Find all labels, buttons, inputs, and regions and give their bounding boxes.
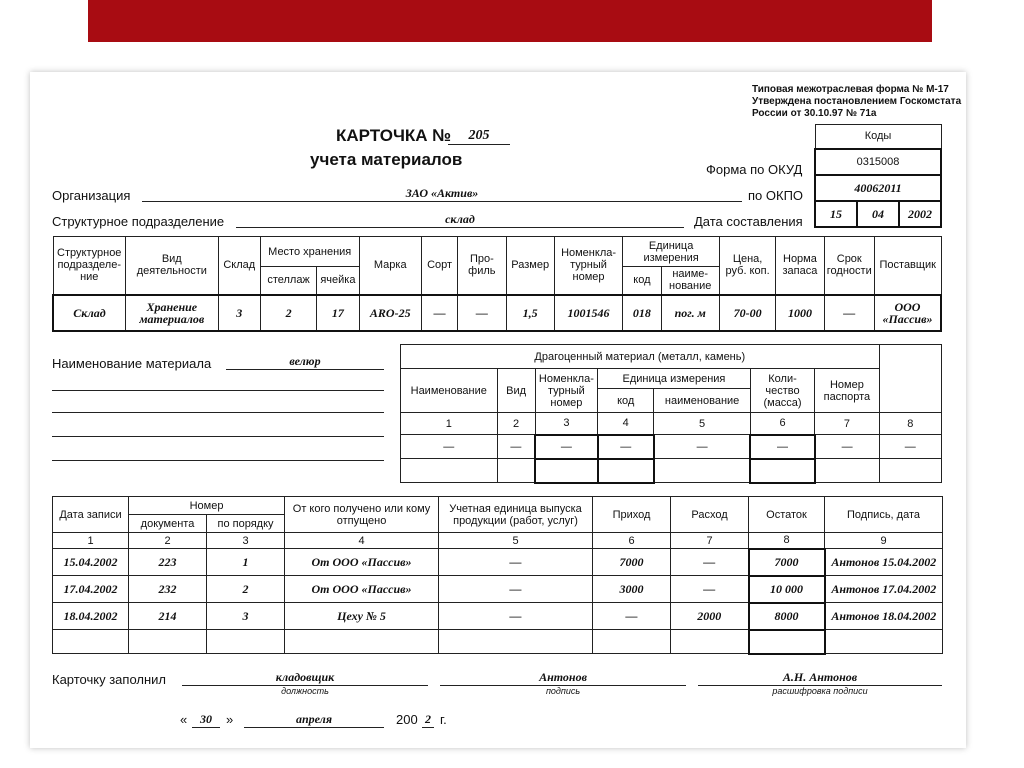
col-number: 5: [654, 413, 751, 435]
date-month: 04: [857, 201, 899, 227]
th-warehouse: Склад: [218, 237, 260, 295]
material-label: Наименование материала: [52, 356, 212, 371]
department-label: Структурное подразделение: [52, 214, 225, 229]
th-accounting-unit: Учетная единица выпуска продукции (работ, услуг): [439, 497, 593, 533]
table-row: [53, 603, 943, 630]
col-number: 7: [815, 413, 879, 435]
date-day-footer: 30: [192, 712, 220, 728]
row-signature: Антонов 15.04.2002: [825, 549, 943, 576]
row-income: —: [593, 603, 671, 630]
filled-by-label: Карточку заполнил: [52, 672, 167, 687]
row-order: 2: [207, 576, 285, 603]
date-year-suffix: 2: [422, 712, 434, 728]
col-number: 3: [535, 413, 597, 435]
th-supplier: Поставщик: [874, 237, 941, 295]
col-number: 4: [285, 533, 439, 549]
row-signature: Антонов 18.04.2002: [825, 603, 943, 630]
form-type-line1: Типовая межотраслевая форма № М-17: [752, 84, 949, 95]
row-order: 1: [207, 549, 285, 576]
blank-line: [52, 412, 384, 413]
table-row: [53, 549, 943, 576]
col-number: 5: [439, 533, 593, 549]
th-size: Размер: [506, 237, 554, 295]
row-balance: 8000: [749, 603, 825, 630]
cell-department: Склад: [53, 295, 125, 331]
row-doc: 232: [129, 576, 207, 603]
cell-rack: 2: [260, 295, 316, 331]
row-empty: [671, 630, 749, 654]
quote-close: »: [226, 712, 234, 727]
th-storage: Место хранения: [260, 237, 359, 267]
material-info-table: [52, 236, 942, 332]
okpo-label: по ОКПО: [748, 188, 804, 203]
row-date: 17.04.2002: [53, 576, 129, 603]
row-balance: 10 000: [749, 576, 825, 603]
row-income: 7000: [593, 549, 671, 576]
th-unit: Единица измерения: [623, 237, 720, 267]
th-expense: Расход: [671, 497, 749, 533]
th-signature: Подпись, дата: [825, 497, 943, 533]
col-number: 1: [401, 413, 498, 435]
th-price: Цена, руб. коп.: [719, 237, 775, 295]
row-from: Цеху № 5: [285, 603, 439, 630]
th-nomenclature: Номенкла-турный номер: [554, 237, 622, 295]
row-balance: 7000: [749, 549, 825, 576]
card-subtitle: учета материалов: [310, 150, 463, 169]
th-unit-name: наиме-нование: [661, 267, 719, 295]
row-empty: [749, 630, 825, 654]
row-date: 18.04.2002: [53, 603, 129, 630]
date-year: 2002: [899, 201, 941, 227]
pm-cell: [750, 459, 814, 483]
row-empty: [53, 630, 129, 654]
position-value: кладовщик: [182, 670, 428, 686]
cell-brand: ARO-25: [359, 295, 421, 331]
cell-unit-code: 018: [623, 295, 661, 331]
pm-cell: [815, 459, 879, 483]
th-order: по порядку: [207, 515, 285, 533]
pm-cell: [654, 459, 751, 483]
th-pm-unit-name: наименование: [654, 389, 751, 413]
th-precious-title: Драгоценный материал (металл, камень): [401, 345, 880, 369]
col-number: 6: [750, 413, 814, 435]
pm-cell: —: [815, 435, 879, 459]
pm-cell: [598, 459, 654, 483]
okud-label: Форма по ОКУД: [706, 162, 803, 177]
cell-profile: —: [458, 295, 506, 331]
precious-material-table: [400, 344, 942, 484]
form-m17-page: [30, 72, 966, 748]
date-month-footer: апреля: [244, 712, 384, 728]
row-doc: 223: [129, 549, 207, 576]
row-empty: [285, 630, 439, 654]
pm-cell: [497, 459, 535, 483]
row-expense: 2000: [671, 603, 749, 630]
cell-supplier: ООО «Пассив»: [874, 295, 941, 331]
col-number: 4: [598, 413, 654, 435]
col-number: 2: [497, 413, 535, 435]
row-empty: [825, 630, 943, 654]
col-number: 1: [53, 533, 129, 549]
pm-cell: —: [535, 435, 597, 459]
okud-code: 0315008: [815, 149, 941, 175]
pm-cell: —: [497, 435, 535, 459]
pm-cell: —: [598, 435, 654, 459]
th-pm-code: код: [598, 389, 654, 413]
form-type-line2: Утверждена постановлением Госкомстата: [752, 96, 962, 107]
codes-table: [814, 124, 942, 228]
th-pm-name: Наименование: [401, 369, 498, 413]
cell-grade: —: [421, 295, 457, 331]
cell-warehouse: 3: [218, 295, 260, 331]
okpo-code: 40062011: [815, 175, 941, 201]
pm-cell: —: [654, 435, 751, 459]
cell-unit-name: пог. м: [661, 295, 719, 331]
card-title: КАРТОЧКА №: [336, 126, 452, 145]
col-number: 7: [671, 533, 749, 549]
th-brand: Марка: [359, 237, 421, 295]
pm-cell: [879, 459, 941, 483]
th-document: документа: [129, 515, 207, 533]
cell-cell: 17: [317, 295, 359, 331]
full-name-caption: расшифровка подписи: [772, 686, 868, 696]
row-date: 15.04.2002: [53, 549, 129, 576]
th-cell: ячейка: [317, 267, 359, 295]
th-department: Структурное подразделе-ние: [53, 237, 125, 295]
row-expense: —: [671, 576, 749, 603]
col-number: 8: [749, 533, 825, 549]
cell-price: 70-00: [719, 295, 775, 331]
blank-line: [52, 460, 384, 461]
col-number: 9: [825, 533, 943, 549]
col-number: 3: [207, 533, 285, 549]
pm-cell: —: [750, 435, 814, 459]
cell-size: 1,5: [506, 295, 554, 331]
th-unit-code: код: [623, 267, 661, 295]
movement-table: [52, 496, 943, 655]
full-name-value: А.Н. Антонов: [698, 670, 942, 686]
th-profile: Про-филь: [458, 237, 506, 295]
row-order: 3: [207, 603, 285, 630]
cell-shelf-life: —: [824, 295, 874, 331]
th-activity: Вид деятельности: [125, 237, 218, 295]
th-extra-blank: [879, 345, 941, 413]
th-date: Дата записи: [53, 497, 129, 533]
pm-cell: —: [879, 435, 941, 459]
date-day: 15: [815, 201, 857, 227]
th-grade: Сорт: [421, 237, 457, 295]
row-empty: [439, 630, 593, 654]
col-number: 2: [129, 533, 207, 549]
th-pm-kind: Вид: [497, 369, 535, 413]
table-row: [53, 576, 943, 603]
col-number: 6: [593, 533, 671, 549]
cell-activity: Хранение материалов: [125, 295, 218, 331]
material-value: велюр: [226, 354, 384, 370]
organization-value: ЗАО «Актив»: [142, 186, 742, 202]
table-row: [53, 630, 943, 654]
pm-cell: [401, 459, 498, 483]
row-from: От ООО «Пассив»: [285, 549, 439, 576]
quote-open: «: [180, 712, 188, 727]
codes-label: Коды: [815, 125, 941, 149]
cell-norm: 1000: [776, 295, 824, 331]
th-income: Приход: [593, 497, 671, 533]
pm-cell: [535, 459, 597, 483]
row-unit: —: [439, 576, 593, 603]
blank-line: [52, 390, 384, 391]
date-label: Дата составления: [694, 214, 803, 229]
row-empty: [593, 630, 671, 654]
th-number: Номер: [129, 497, 285, 515]
th-shelf-life: Срок годности: [824, 237, 874, 295]
row-empty: [207, 630, 285, 654]
organization-label: Организация: [52, 188, 131, 203]
th-pm-passport: Номер паспорта: [815, 369, 879, 413]
card-number: 205: [448, 128, 510, 145]
blank-line: [52, 436, 384, 437]
row-doc: 214: [129, 603, 207, 630]
col-number: 8: [879, 413, 941, 435]
th-rack: стеллаж: [260, 267, 316, 295]
date-year-unit: г.: [440, 712, 447, 727]
row-unit: —: [439, 549, 593, 576]
row-empty: [129, 630, 207, 654]
row-expense: —: [671, 549, 749, 576]
row-income: 3000: [593, 576, 671, 603]
cell-nomenclature: 1001546: [554, 295, 622, 331]
th-pm-quantity: Коли-чество (масса): [750, 369, 814, 413]
form-type-line3: России от 30.10.97 № 71а: [752, 108, 877, 119]
row-signature: Антонов 17.04.2002: [825, 576, 943, 603]
pm-cell: —: [401, 435, 498, 459]
th-pm-unit: Единица измерения: [598, 369, 751, 389]
th-balance: Остаток: [749, 497, 825, 533]
department-value: склад: [236, 212, 684, 228]
date-year-prefix: 200: [396, 712, 418, 727]
red-banner: [88, 0, 932, 42]
position-caption: должность: [281, 686, 329, 696]
row-from: От ООО «Пассив»: [285, 576, 439, 603]
th-from-whom: От кого получено или кому отпущено: [285, 497, 439, 533]
row-unit: —: [439, 603, 593, 630]
signature-value: Антонов: [440, 670, 686, 686]
signature-caption: подпись: [545, 686, 581, 696]
th-pm-nomenclature: Номенкла-турный номер: [535, 369, 597, 413]
th-norm: Норма запаса: [776, 237, 824, 295]
